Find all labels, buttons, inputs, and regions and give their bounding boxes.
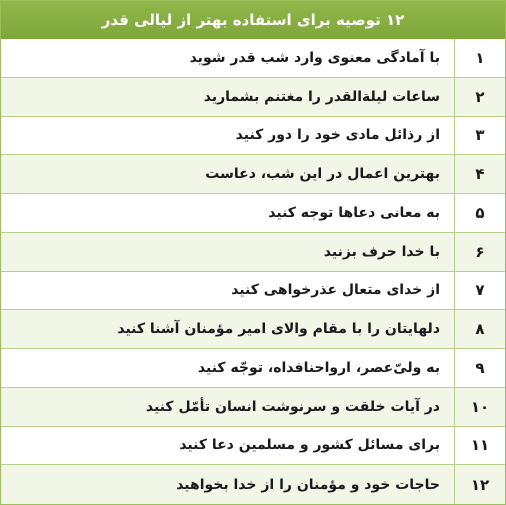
row-text: با آمادگی معنوی وارد شب قدر شوید	[189, 49, 440, 66]
row-number: ۲	[454, 78, 505, 116]
row-text: بهترین اعمال در این شب، دعاست	[205, 166, 440, 183]
row-number: ۱۱	[454, 427, 505, 465]
table-row	[1, 78, 505, 117]
row-text: به معانی دعاها توجه کنید	[268, 204, 440, 221]
table-row	[1, 388, 505, 427]
table-row	[1, 349, 505, 388]
table-row	[1, 233, 505, 272]
row-text: حاجات خود و مؤمنان را از خدا بخواهید	[176, 476, 440, 493]
row-number: ۸	[454, 310, 505, 348]
row-number: ۱	[454, 39, 505, 77]
row-text: با خدا حرف بزنید	[323, 243, 440, 260]
table-row	[1, 427, 505, 466]
table-row	[1, 39, 505, 78]
table-row	[1, 117, 505, 156]
table-body	[1, 39, 505, 504]
row-text: در آیات خلقت و سرنوشت انسان تأمّل کنید	[145, 398, 440, 415]
row-text: ساعات لیلةالقدر را مغتنم بشمارید	[203, 88, 440, 105]
row-text: برای مسائل کشور و مسلمین دعا کنید	[179, 437, 440, 454]
table-row	[1, 194, 505, 233]
row-number: ۱۲	[454, 465, 505, 504]
row-text: دلهایتان را با مقام والای امیر مؤمنان آشنا کنید	[117, 321, 440, 338]
row-number: ۷	[454, 272, 505, 310]
table-row	[1, 310, 505, 349]
row-number: ۹	[454, 349, 505, 387]
table-title: ۱۲ توصیه برای استفاده بهتر از لیالی قدر	[1, 1, 505, 39]
table-row	[1, 155, 505, 194]
row-number: ۳	[454, 117, 505, 155]
table-row	[1, 272, 505, 311]
table-row	[1, 465, 505, 504]
row-text: به ولیّ‌عصر، ارواحنافداه، توجّه کنید	[197, 359, 440, 376]
row-number: ۶	[454, 233, 505, 271]
row-number: ۵	[454, 194, 505, 232]
row-number: ۴	[454, 155, 505, 193]
row-number: ۱۰	[454, 388, 505, 426]
row-text: از رذائل مادی خود را دور کنید	[235, 127, 440, 144]
row-text: از خدای متعال عذرخواهی کنید	[231, 282, 440, 299]
